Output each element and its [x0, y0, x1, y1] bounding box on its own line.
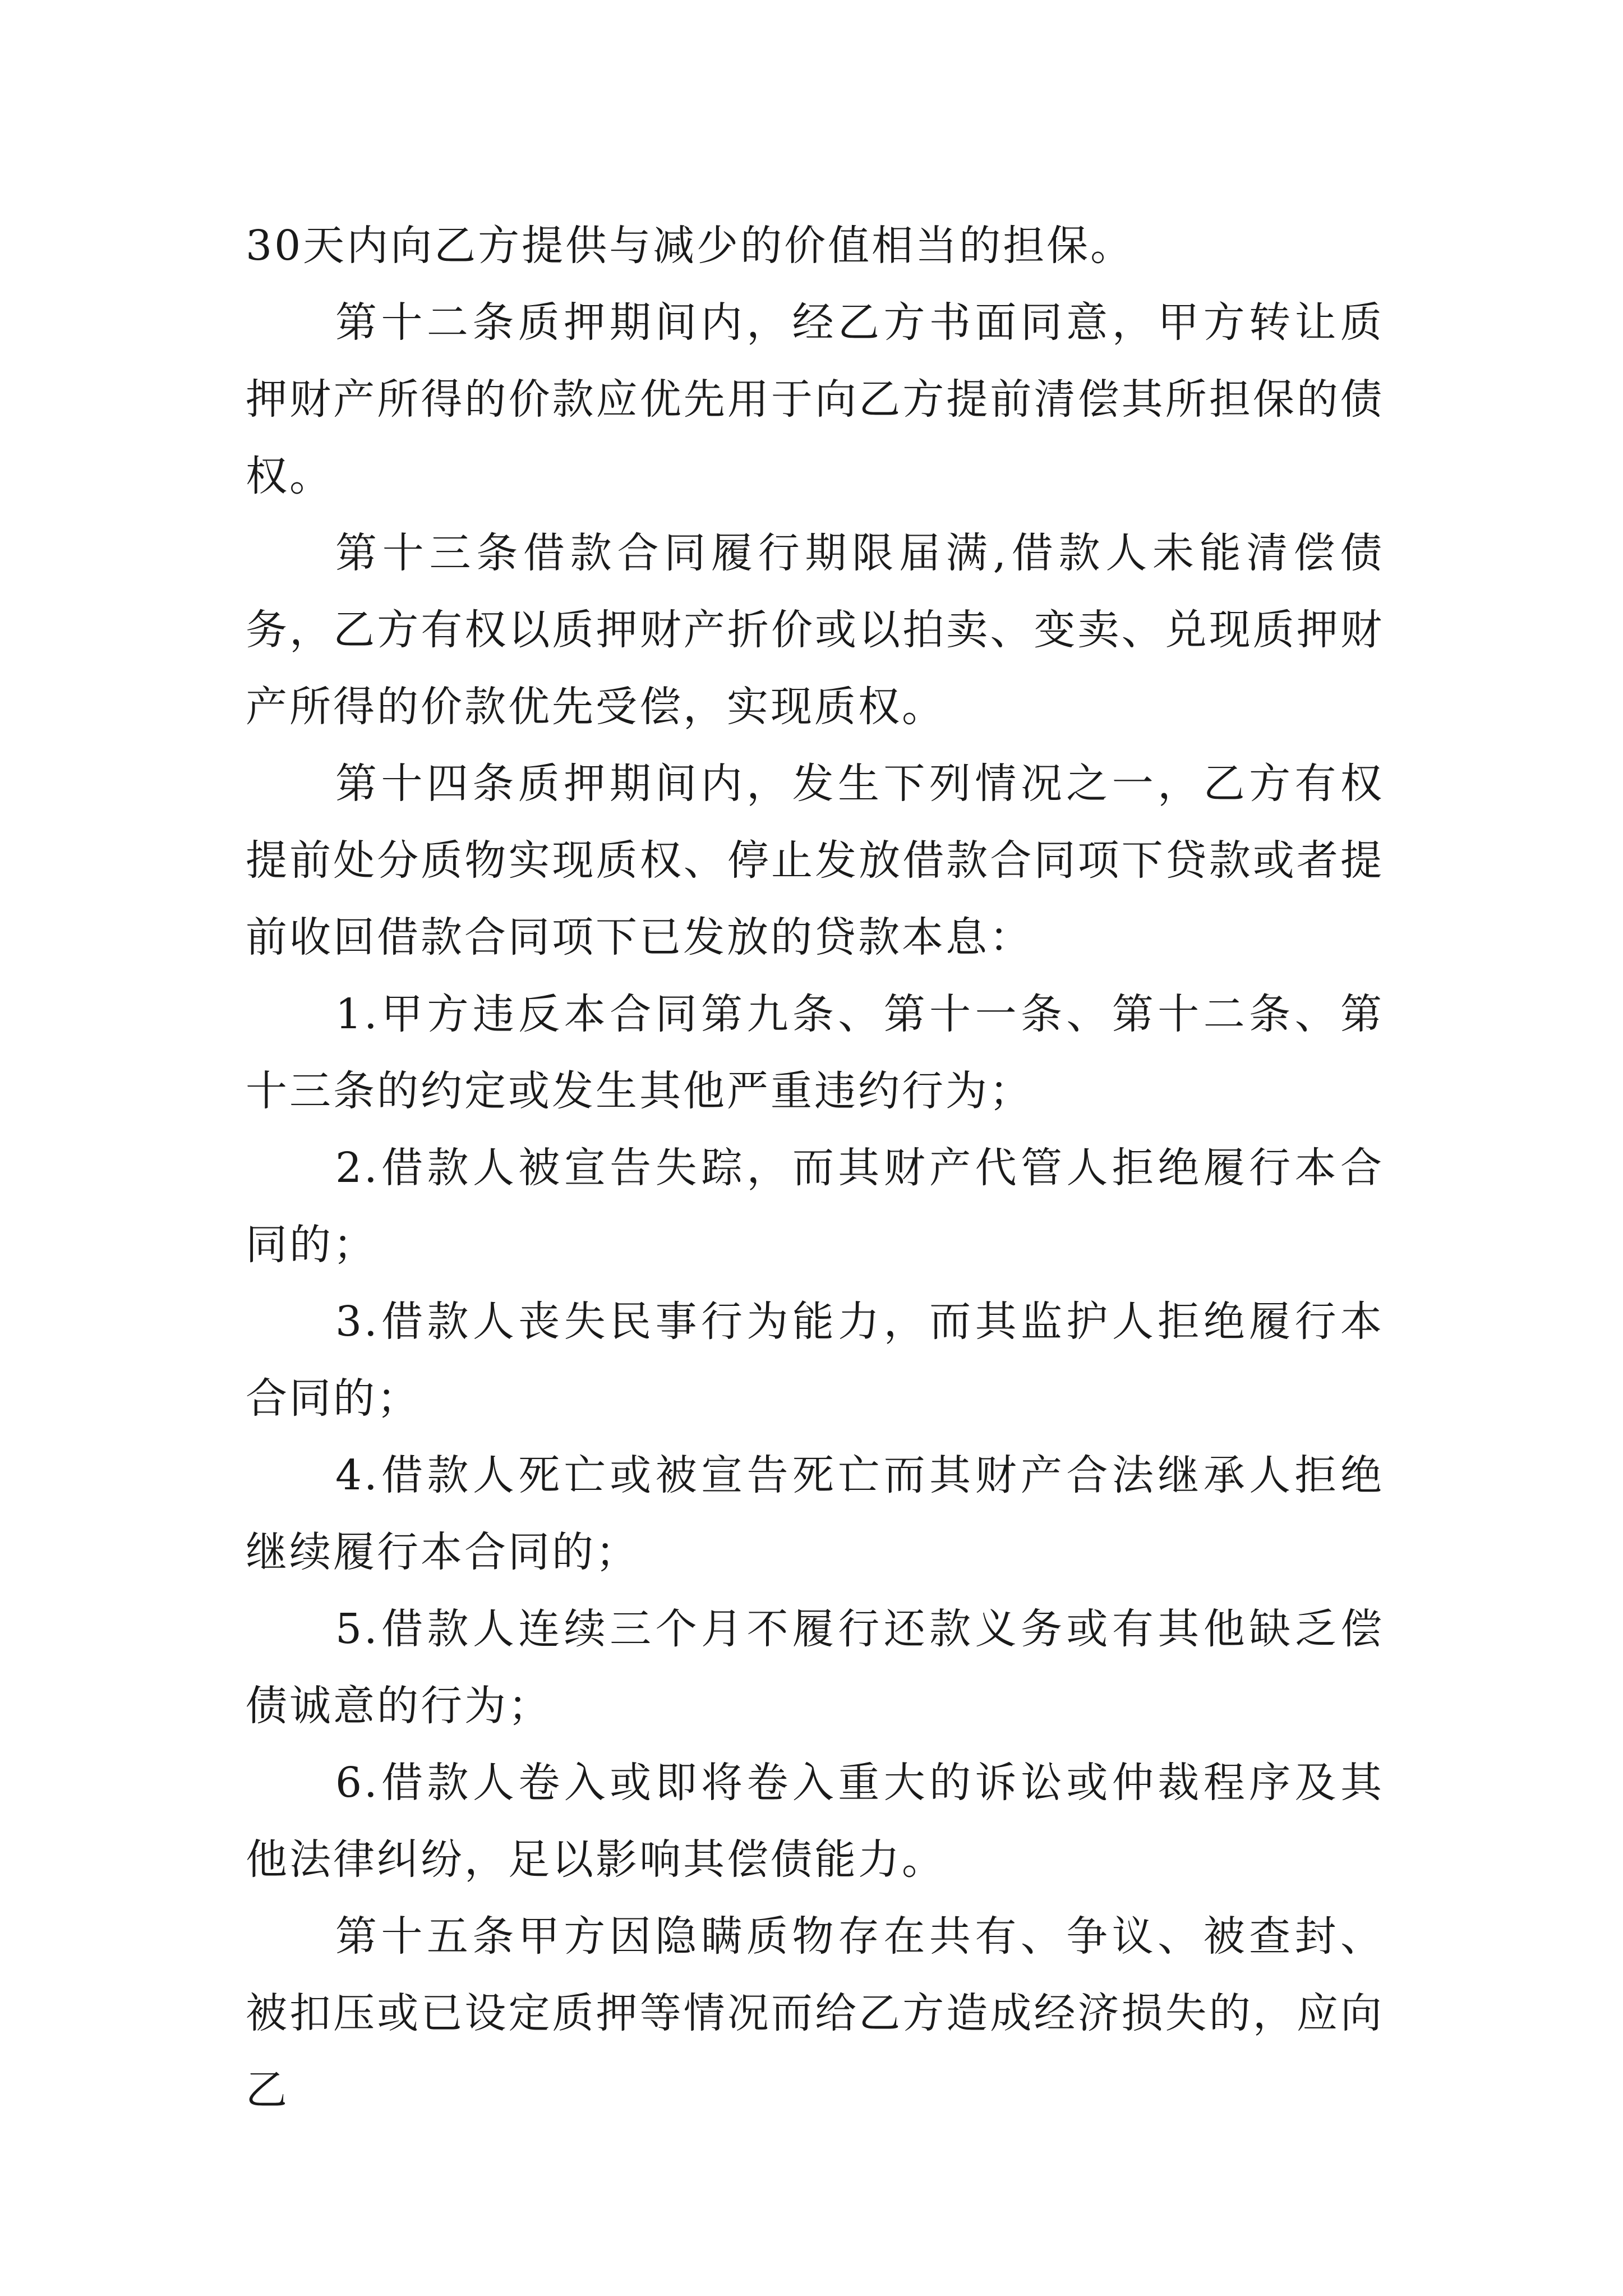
list-item-5: 5.借款人连续三个月不履行还款义务或有其他缺乏偿债诚意的行为； [246, 1605, 1384, 1730]
paragraph-article-12: 第十二条质押期间内，经乙方书面同意，甲方转让质押财产所得的价款应优先用于向乙方提前清偿其所担保的债权。 [246, 298, 1384, 500]
paragraph-article-13: 第十三条借款合同履行期限届满,借款人未能清偿债务，乙方有权以质押财产折价或以拍卖、变卖、兑现质押财产所得的价款优先受偿，实现质权。 [246, 529, 1384, 731]
list-item-6: 6.借款人卷入或即将卷入重大的诉讼或仲裁程序及其他法律纠纷，足以影响其偿债能力。 [246, 1759, 1384, 1884]
paragraph-article-14: 第十四条质押期间内，发生下列情况之一，乙方有权提前处分质物实现质权、停止发放借款合同项下贷款或者提前收回借款合同项下已发放的贷款本息： [246, 760, 1384, 961]
list-item-1: 1.甲方违反本合同第九条、第十一条、第十二条、第十三条的约定或发生其他严重违约行为； [246, 990, 1384, 1115]
document-body [246, 208, 1384, 2129]
list-item-2: 2.借款人被宣告失踪，而其财产代管人拒绝履行本合同的； [246, 1144, 1384, 1269]
paragraph-continuation: 30天内向乙方提供与减少的价值相当的担保。 [246, 222, 1135, 270]
paragraph-article-15: 第十五条甲方因隐瞒质物存在共有、争议、被查封、被扣压或已设定质押等情况而给乙方造成经济损失的，应向乙 [246, 1912, 1384, 2114]
list-item-3: 3.借款人丧失民事行为能力，而其监护人拒绝履行本合同的； [246, 1297, 1384, 1423]
list-item-4: 4.借款人死亡或被宣告死亡而其财产合法继承人拒绝继续履行本合同的； [246, 1451, 1384, 1576]
